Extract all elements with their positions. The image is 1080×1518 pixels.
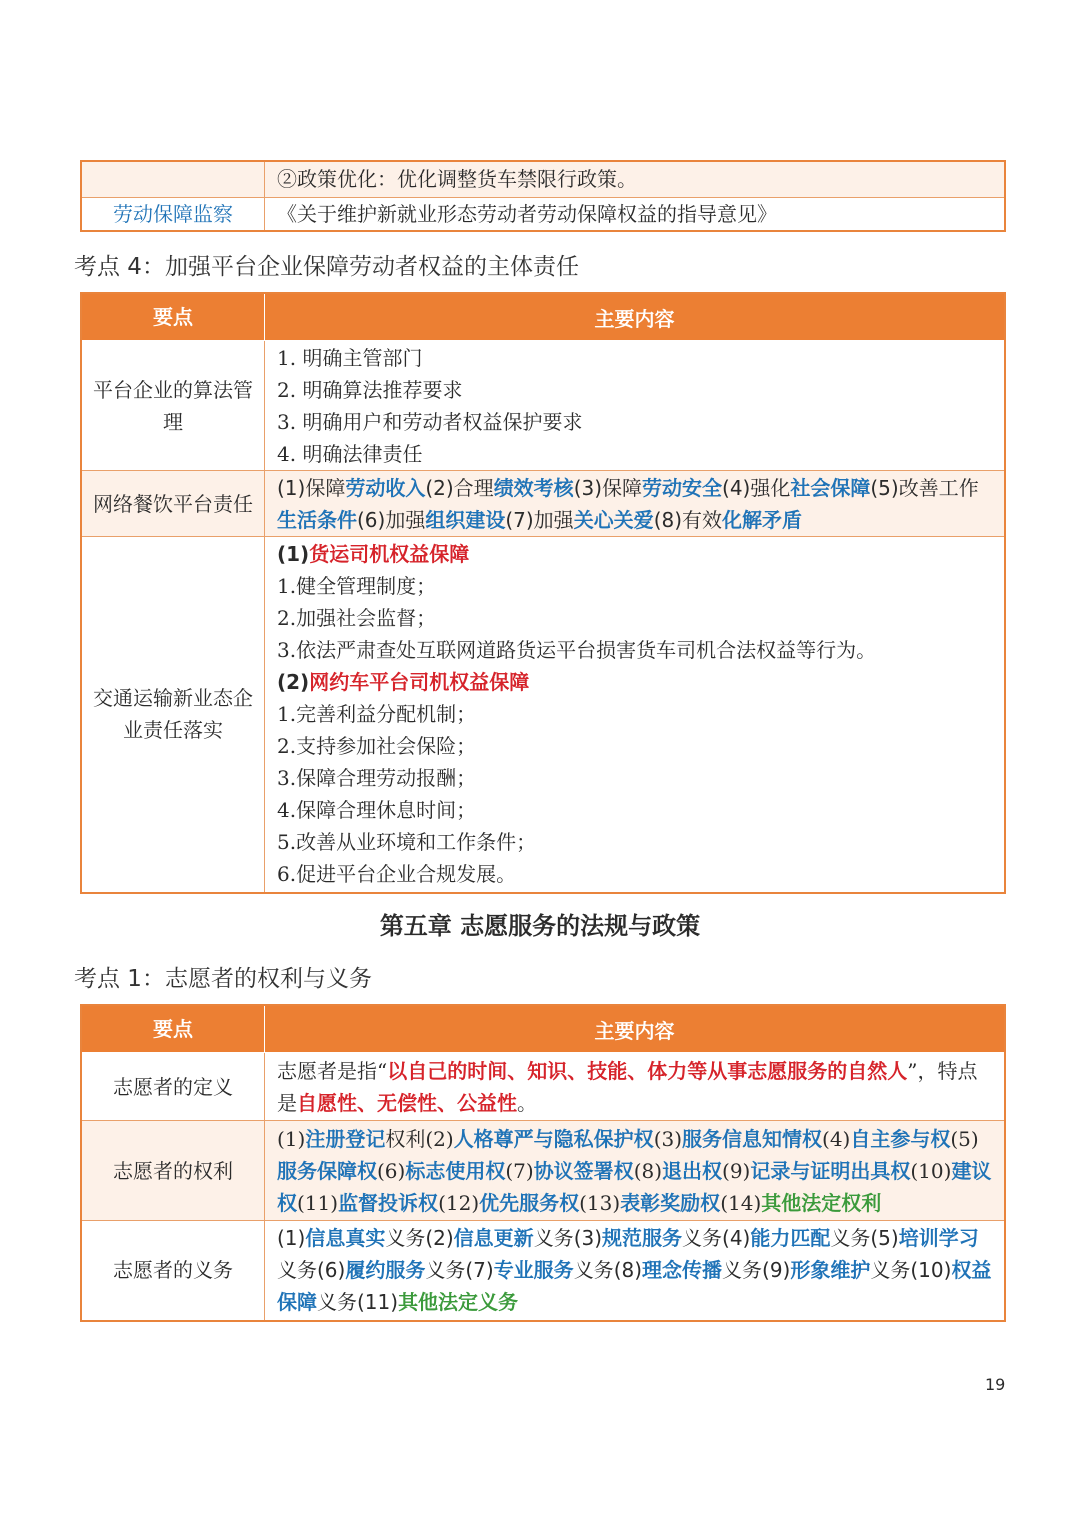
highlight-term: 培训学习 <box>898 1226 979 1251</box>
volunteer-definition-content <box>265 1053 1006 1121</box>
plain-text: (12) <box>438 1190 480 1215</box>
plain-text: 义务 <box>533 1226 574 1251</box>
ride-hailing-title: 网约车平台司机权益保障 <box>309 670 530 695</box>
highlight-term: 形象维护 <box>790 1258 871 1283</box>
policy-table-top <box>80 160 1006 232</box>
plain-text: 志愿者是指“ <box>277 1058 388 1083</box>
plain-text: (9) <box>722 1158 751 1183</box>
volunteer-duties-content <box>265 1221 1006 1321</box>
highlight-term: 履约服务 <box>345 1258 426 1283</box>
plain-text: ”，特点是 <box>277 1058 978 1115</box>
highlight-term: 表彰奖励权 <box>620 1190 721 1215</box>
highlight-term: 社会保障 <box>790 475 871 500</box>
plain-text: (2)合理 <box>425 475 494 500</box>
plain-text: 义务 <box>722 1258 763 1283</box>
section4-heading: 考点 4：加强平台企业保障劳动者权益的主体责任 <box>74 254 579 280</box>
header-main-content: 主要内容 <box>265 1005 1006 1053</box>
plain-text: (1) <box>277 1226 306 1251</box>
plain-text: (11) <box>357 1290 399 1315</box>
volunteer-definition-label: 志愿者的定义 <box>81 1053 265 1121</box>
highlight-term: 绩效考核 <box>493 475 574 500</box>
highlight-term: 记录与证明出具权 <box>750 1158 911 1183</box>
plain-text: (10) <box>910 1158 952 1183</box>
plain-text: 义务 <box>277 1258 317 1283</box>
highlight-term: 关心关爱 <box>573 507 654 532</box>
algorithm-management-content <box>265 341 1006 471</box>
highlight-term: 其他法定权利 <box>761 1190 882 1215</box>
highlight-term: 生活条件 <box>277 507 357 532</box>
highlight-term: 人格尊严与隐私保护权 <box>453 1126 654 1151</box>
highlight-term: 理念传播 <box>642 1258 723 1283</box>
plain-text: (13) <box>579 1190 621 1215</box>
list-item: 1.完善利益分配机制； <box>277 702 477 727</box>
plain-text: 义务 <box>830 1226 871 1251</box>
list-item: 1.健全管理制度； <box>277 574 437 599</box>
plain-text: 义务 <box>317 1290 357 1315</box>
plain-text: (14) <box>720 1190 762 1215</box>
plain-text: (8) <box>613 1258 643 1283</box>
highlight-term: 能力匹配 <box>750 1226 831 1251</box>
highlight-term: 规范服务 <box>602 1226 683 1251</box>
guidance-opinion-cell: 《关于维护新就业形态劳动者劳动保障权益的指导意见》 <box>265 197 1006 231</box>
plain-text: 。 <box>517 1090 537 1115</box>
plain-text: 义务 <box>870 1258 911 1283</box>
plain-text: 义务 <box>682 1226 723 1251</box>
highlight-term: 自愿性、无偿性、公益性 <box>297 1090 517 1115</box>
plain-text: (7) <box>505 1158 534 1183</box>
highlight-term: 建议权 <box>277 1158 992 1215</box>
plain-text: (8) <box>633 1158 663 1183</box>
highlight-term: 退出权 <box>662 1158 723 1183</box>
food-platform-label: 网络餐饮平台责任 <box>81 471 265 537</box>
list-item: 2. 明确算法推荐要求 <box>277 377 463 402</box>
highlight-term: 化解矛盾 <box>722 507 803 532</box>
list-item: 6.促进平台企业合规发展。 <box>277 862 517 887</box>
chapter-title: 第五章 志愿服务的法规与政策 <box>379 912 701 940</box>
volunteer-duties-label: 志愿者的义务 <box>81 1221 265 1321</box>
page-number: 19 <box>985 1375 1006 1394</box>
highlight-term: 信息更新 <box>453 1226 534 1251</box>
plain-text: 义务 <box>385 1226 426 1251</box>
list-item: 1. 明确主管部门 <box>277 345 423 370</box>
list-item: 5.改善从业环境和工作条件； <box>277 830 537 855</box>
transport-responsibility-label: 交通运输新业态企业责任落实 <box>81 537 265 893</box>
list-item: 4. 明确法律责任 <box>277 441 423 466</box>
plain-text: (1)保障 <box>277 475 346 500</box>
list-item: 3. 明确用户和劳动者权益保护要求 <box>277 409 583 434</box>
plain-text: (4)强化 <box>722 475 791 500</box>
plain-text: (3)保障 <box>573 475 643 500</box>
algorithm-management-label: 平台企业的算法管理 <box>81 341 265 471</box>
food-platform-content <box>265 471 1006 537</box>
chapter5-heading: 考点 1：志愿者的权利与义务 <box>74 966 372 992</box>
header-key-points: 要点 <box>81 1005 265 1053</box>
plain-text: (4) <box>722 1226 751 1251</box>
labor-supervision-label: 劳动保障监察 <box>81 197 265 231</box>
plain-text: 义务 <box>425 1258 466 1283</box>
plain-text: (7) <box>465 1258 494 1283</box>
plain-text: (5) <box>870 1226 899 1251</box>
highlight-term: 专业服务 <box>493 1258 574 1283</box>
plain-text: (8)有效 <box>653 507 723 532</box>
highlight-term: 监督投诉权 <box>338 1190 439 1215</box>
plain-text: (7)加强 <box>505 507 574 532</box>
highlight-term: 协议签署权 <box>533 1158 634 1183</box>
sub1-number: (1) <box>277 542 310 567</box>
highlight-term: 信息真实 <box>305 1226 386 1251</box>
list-item: 3.依法严肃查处互联网道路货运平台损害货车司机合法权益等行为。 <box>277 638 877 663</box>
plain-text: (4) <box>822 1126 851 1151</box>
highlight-term: 权益保障 <box>277 1258 992 1315</box>
plain-text: (6) <box>377 1158 406 1183</box>
section4-table <box>80 292 1006 894</box>
highlight-term: 服务保障权 <box>277 1158 377 1183</box>
list-item: 2.加强社会监督； <box>277 606 437 631</box>
volunteer-rights-label: 志愿者的权利 <box>81 1121 265 1221</box>
plain-text: (10) <box>910 1258 952 1283</box>
plain-text: (3) <box>653 1126 683 1151</box>
plain-text: (6) <box>317 1258 346 1283</box>
highlight-term: 自主参与权 <box>850 1126 951 1151</box>
plain-text: (3) <box>573 1226 603 1251</box>
volunteer-rights-content <box>265 1121 1006 1221</box>
highlight-term: 其他法定义务 <box>398 1290 519 1315</box>
highlight-term: 组织建设 <box>425 507 506 532</box>
transport-responsibility-content <box>265 537 1006 893</box>
plain-text: 权利 <box>385 1126 426 1151</box>
highlight-term: 注册登记 <box>305 1126 386 1151</box>
plain-text: (1) <box>277 1126 306 1151</box>
highlight-term: 劳动安全 <box>642 475 723 500</box>
sub2-number: (2) <box>277 670 310 695</box>
policy-optimization-cell: ②政策优化：优化调整货车禁限行政策。 <box>265 161 1006 197</box>
plain-text: 义务 <box>573 1258 614 1283</box>
empty-label-cell <box>81 161 265 197</box>
volunteer-table <box>80 1004 1006 1322</box>
header-main-content: 主要内容 <box>265 293 1006 341</box>
list-item: 2.支持参加社会保险； <box>277 734 477 759</box>
plain-text: (11) <box>297 1190 339 1215</box>
plain-text: (5) <box>950 1126 979 1151</box>
plain-text: (9) <box>762 1258 791 1283</box>
list-item: 4.保障合理休息时间； <box>277 798 477 823</box>
highlight-term: 服务信息知情权 <box>682 1126 823 1151</box>
plain-text: (6)加强 <box>357 507 426 532</box>
highlight-term: 优先服务权 <box>479 1190 580 1215</box>
plain-text: (5)改善工作 <box>870 475 979 500</box>
freight-driver-title: 货运司机权益保障 <box>309 542 470 567</box>
plain-text: (2) <box>425 1126 454 1151</box>
highlight-term: 以自己的时间、知识、技能、体力等从事志愿服务的自然人 <box>387 1058 908 1083</box>
list-item: 3.保障合理劳动报酬； <box>277 766 477 791</box>
highlight-term: 劳动收入 <box>345 475 426 500</box>
plain-text: (2) <box>425 1226 454 1251</box>
header-key-points: 要点 <box>81 293 265 341</box>
highlight-term: 标志使用权 <box>405 1158 506 1183</box>
